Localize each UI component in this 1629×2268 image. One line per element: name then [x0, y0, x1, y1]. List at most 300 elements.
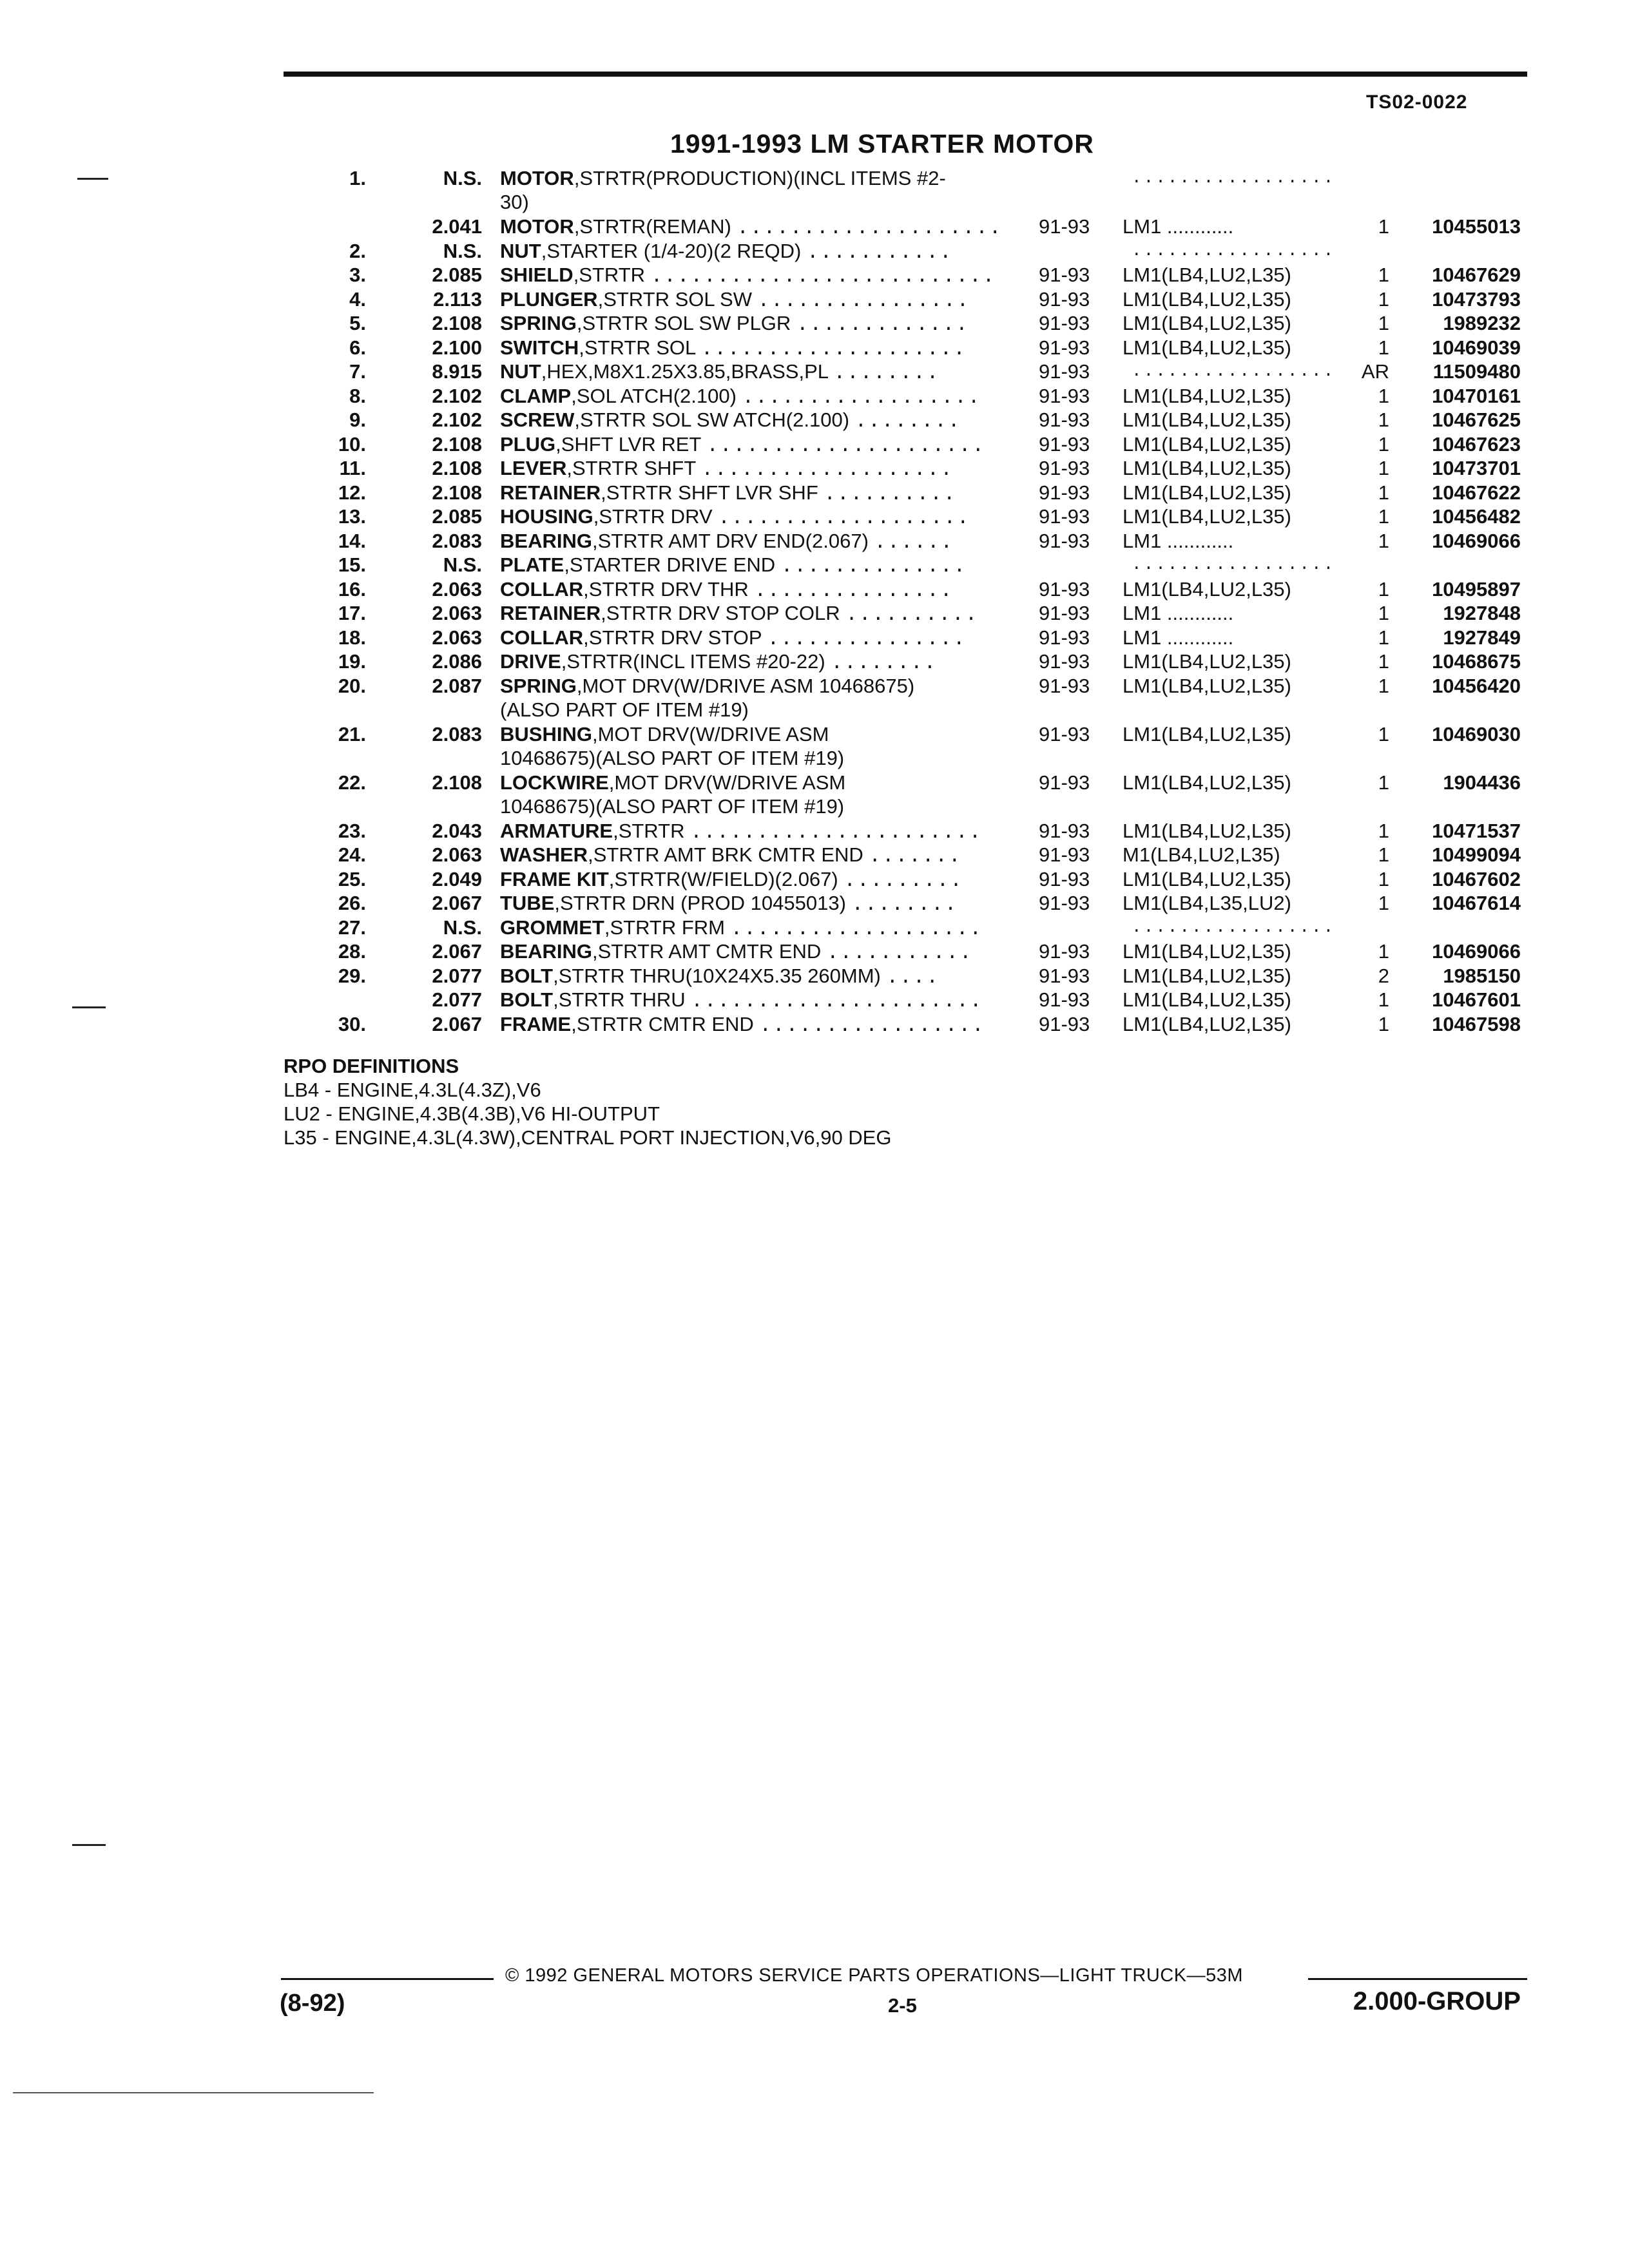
footer-date: (8-92) — [280, 1990, 345, 2017]
part-name: PLUG — [500, 432, 556, 456]
model-years: 91-93 — [1039, 529, 1090, 552]
model-years: 91-93 — [1039, 360, 1090, 383]
part-name: BEARING — [500, 940, 592, 963]
leader-dots: ....... — [869, 845, 962, 868]
model-usage: LM1 ............ — [1123, 626, 1234, 649]
part-description — [500, 891, 1028, 917]
group-number: 2.043 — [432, 819, 482, 842]
footer-page-number: 2-5 — [888, 1994, 917, 2017]
part-description — [500, 215, 1028, 240]
group-number: 8.915 — [432, 360, 482, 383]
part-number: 10467598 — [1432, 1012, 1521, 1035]
part-number: 10455013 — [1432, 215, 1521, 238]
quantity: 1 — [1378, 336, 1389, 359]
quantity: 1 — [1378, 408, 1389, 431]
quantity: 1 — [1378, 457, 1389, 479]
part-number: 10467614 — [1432, 892, 1521, 914]
group-number: N.S. — [443, 553, 482, 576]
part-description — [500, 988, 1028, 1014]
part-row — [0, 311, 1629, 336]
part-detail: ,STRTR THRU(10X24X5.35 260MM) — [553, 964, 881, 987]
item-number: 25. — [338, 867, 366, 890]
part-detail: ,STRTR DRV THR — [583, 577, 749, 601]
part-detail: ,SHFT LVR RET — [555, 432, 701, 456]
part-detail: ,MOT DRV(W/DRIVE ASM — [592, 722, 829, 745]
part-detail: ,STRTR DRV STOP — [583, 626, 762, 649]
group-number: 2.077 — [432, 988, 482, 1011]
scan-mark — [72, 1006, 106, 1008]
part-name: RETAINER — [500, 602, 601, 624]
model-years: 91-93 — [1039, 771, 1090, 794]
part-number: 10467622 — [1432, 481, 1521, 504]
part-detail: ,STRTR SHFT LVR SHF — [601, 481, 818, 504]
part-row — [0, 239, 1629, 264]
part-number: 1904436 — [1443, 771, 1521, 794]
quantity: AR — [1361, 360, 1389, 383]
part-description — [500, 843, 1028, 869]
part-row — [0, 843, 1629, 867]
model-years: 91-93 — [1039, 988, 1090, 1011]
item-number: 24. — [338, 843, 366, 866]
model-years: 91-93 — [1039, 287, 1090, 311]
model-usage: M1(LB4,LU2,L35) — [1123, 843, 1280, 866]
leader-dots: ................ — [757, 289, 970, 312]
quantity: 2 — [1378, 964, 1389, 987]
scan-mark — [72, 1844, 106, 1846]
part-name: WASHER — [500, 843, 588, 866]
part-name: NUT — [500, 239, 541, 262]
part-name: SHIELD — [500, 264, 574, 286]
leader-dots: ......... — [843, 869, 963, 892]
part-description — [500, 384, 1028, 410]
group-number: 2.063 — [432, 577, 482, 601]
quantity: 1 — [1378, 384, 1389, 407]
part-detail: ,STRTR(PRODUCTION)(INCL ITEMS #2- — [574, 167, 946, 189]
part-number: 1927848 — [1443, 602, 1521, 624]
part-detail: ,STRTR CMTR END — [571, 1012, 754, 1035]
part-detail: ,STRTR — [573, 264, 646, 286]
part-name: FRAME KIT — [500, 867, 609, 890]
part-name: TUBE — [500, 892, 555, 914]
model-dots: ................. — [1132, 555, 1336, 574]
leader-dots: .............. — [780, 555, 967, 578]
part-detail: ,STRTR(INCL ITEMS #20-22) — [561, 650, 825, 673]
part-number: 10467623 — [1432, 432, 1521, 456]
part-row — [0, 529, 1629, 553]
item-number: 12. — [338, 481, 366, 504]
model-usage: LM1(LB4,LU2,L35) — [1123, 650, 1291, 673]
model-usage: LM1(LB4,LU2,L35) — [1123, 1012, 1291, 1035]
part-row — [0, 481, 1629, 505]
quantity: 1 — [1378, 988, 1389, 1011]
item-number: 19. — [338, 650, 366, 673]
rpo-definitions — [284, 1054, 891, 1149]
quantity: 1 — [1378, 602, 1389, 624]
part-row — [0, 505, 1629, 529]
group-number: 2.102 — [432, 408, 482, 431]
part-description — [500, 626, 1028, 651]
group-number: 2.063 — [432, 602, 482, 624]
leader-dots: .................. — [742, 386, 981, 409]
part-name: SWITCH — [500, 336, 579, 359]
part-detail: ,STRTR AMT BRK CMTR END — [588, 843, 863, 866]
part-number: 10499094 — [1432, 843, 1521, 866]
part-description — [500, 456, 1028, 482]
leader-dots: ................... — [718, 507, 970, 530]
footer-copyright: © 1992 GENERAL MOTORS SERVICE PARTS OPERATIONS—LIGHT TRUCK—53M — [505, 1965, 1243, 1986]
model-years: 91-93 — [1039, 312, 1090, 334]
model-usage: LM1(LB4,LU2,L35) — [1123, 287, 1291, 311]
model-years: 91-93 — [1039, 1012, 1090, 1035]
model-usage: LM1(LB4,LU2,L35) — [1123, 819, 1291, 842]
item-number: 9. — [349, 408, 366, 431]
model-usage: LM1(LB4,LU2,L35) — [1123, 722, 1291, 745]
part-detail-continued: (ALSO PART OF ITEM #19) — [500, 698, 749, 721]
item-number: 2. — [349, 239, 366, 262]
leader-dots: ........... — [826, 942, 973, 965]
leader-dots: ................. — [759, 1014, 985, 1037]
group-number: N.S. — [443, 167, 482, 189]
model-usage: LM1(LB4,LU2,L35) — [1123, 408, 1291, 431]
part-row — [0, 263, 1629, 287]
part-name: BEARING — [500, 529, 592, 552]
model-usage: LM1(LB4,LU2,L35) — [1123, 867, 1291, 890]
model-years: 91-93 — [1039, 964, 1090, 987]
item-number: 22. — [338, 771, 366, 794]
quantity: 1 — [1378, 626, 1389, 649]
part-name: MOTOR — [500, 167, 574, 189]
rpo-line-l35: L35 - ENGINE,4.3L(4.3W),CENTRAL PORT INJECTION,V6,90 DEG — [284, 1126, 892, 1149]
part-description — [500, 239, 1028, 265]
quantity: 1 — [1378, 505, 1389, 528]
group-number: 2.063 — [432, 626, 482, 649]
part-name: BOLT — [500, 988, 554, 1011]
part-description — [500, 408, 1028, 434]
footer-rule-right — [1308, 1978, 1527, 1980]
model-years: 91-93 — [1039, 626, 1090, 649]
model-usage: LM1(LB4,LU2,L35) — [1123, 312, 1291, 334]
part-detail: ,STRTR — [613, 819, 685, 842]
part-detail: ,STRTR SOL SW ATCH(2.100) — [574, 408, 850, 431]
item-number: 26. — [338, 892, 366, 914]
model-years: 91-93 — [1039, 264, 1090, 286]
part-detail: ,HEX,M8X1.25X3.85,BRASS,PL — [541, 360, 828, 383]
model-years: 91-93 — [1039, 602, 1090, 624]
part-number: 10471537 — [1432, 819, 1521, 842]
part-description — [500, 336, 1028, 361]
model-years: 91-93 — [1039, 481, 1090, 504]
part-detail: ,MOT DRV(W/DRIVE ASM — [608, 771, 846, 794]
part-detail: ,MOT DRV(W/DRIVE ASM 10468675) — [576, 674, 915, 697]
part-name: BOLT — [500, 964, 554, 987]
leader-dots: ............... — [754, 579, 954, 602]
model-years: 91-93 — [1039, 336, 1090, 359]
leader-dots: ............... — [767, 628, 967, 651]
item-number: 23. — [338, 819, 366, 842]
part-row — [0, 166, 1629, 215]
part-name: COLLAR — [500, 626, 584, 649]
model-dots: ................. — [1132, 240, 1336, 260]
part-name: NUT — [500, 360, 541, 383]
document-code: TS02-0022 — [1366, 91, 1468, 113]
part-row — [0, 456, 1629, 481]
model-years: 91-93 — [1039, 577, 1090, 601]
part-detail: ,STRTR SHFT — [566, 457, 696, 479]
model-usage: LM1(LB4,LU2,L35) — [1123, 771, 1291, 794]
quantity: 1 — [1378, 843, 1389, 866]
part-number: 10467625 — [1432, 408, 1521, 431]
part-number: 10495897 — [1432, 577, 1521, 601]
part-name: SPRING — [500, 312, 577, 334]
part-detail: ,STRTR SOL SW — [597, 287, 752, 311]
group-number: 2.077 — [432, 964, 482, 987]
leader-dots: ........ — [831, 652, 938, 675]
group-number: 2.041 — [432, 215, 482, 238]
item-number: 13. — [338, 505, 366, 528]
page-title: 1991-1993 LM STARTER MOTOR — [670, 129, 1094, 159]
model-years: 91-93 — [1039, 432, 1090, 456]
part-row — [0, 601, 1629, 626]
group-number: 2.108 — [432, 432, 482, 456]
item-number: 10. — [338, 432, 366, 456]
part-row — [0, 1012, 1629, 1037]
item-number: 4. — [349, 287, 366, 311]
group-number: 2.108 — [432, 457, 482, 479]
part-name: FRAME — [500, 1012, 572, 1035]
item-number: 11. — [339, 457, 366, 479]
leader-dots: ..................... — [706, 434, 986, 457]
part-description — [500, 166, 1028, 214]
part-number: 10467602 — [1432, 867, 1521, 890]
part-name: HOUSING — [500, 505, 593, 528]
part-number: 10473701 — [1432, 457, 1521, 479]
item-number: 14. — [338, 529, 366, 552]
part-row — [0, 384, 1629, 408]
group-number: 2.085 — [432, 264, 482, 286]
quantity: 1 — [1378, 940, 1389, 963]
model-years: 91-93 — [1039, 940, 1090, 963]
leader-dots: ................... — [730, 918, 983, 941]
quantity: 1 — [1378, 1012, 1389, 1035]
part-row — [0, 722, 1629, 771]
quantity: 1 — [1378, 287, 1389, 311]
model-usage: LM1(LB4,LU2,L35) — [1123, 264, 1291, 286]
part-row — [0, 891, 1629, 916]
part-name: ARMATURE — [500, 819, 613, 842]
part-description — [500, 287, 1028, 313]
leader-dots: ........... — [807, 241, 953, 264]
part-row — [0, 916, 1629, 940]
part-name: GROMMET — [500, 916, 604, 939]
footer-rule-left — [281, 1978, 494, 1980]
group-number: 2.049 — [432, 867, 482, 890]
model-years: 91-93 — [1039, 819, 1090, 842]
part-description — [500, 939, 1028, 965]
part-detail-continued: 10468675)(ALSO PART OF ITEM #19) — [500, 794, 845, 818]
part-description — [500, 819, 1028, 845]
footer-group: 2.000-GROUP — [1353, 1987, 1521, 2015]
top-rule — [284, 72, 1527, 77]
part-number: 1989232 — [1443, 312, 1521, 334]
part-name: CLAMP — [500, 384, 572, 407]
part-description — [500, 553, 1028, 579]
part-detail: ,STRTR DRV — [593, 505, 713, 528]
part-detail: ,STRTR AMT CMTR END — [592, 940, 822, 963]
part-row — [0, 988, 1629, 1012]
leader-dots: ........ — [851, 894, 958, 916]
model-years: 91-93 — [1039, 505, 1090, 528]
part-description — [500, 601, 1028, 627]
quantity: 1 — [1378, 892, 1389, 914]
part-description — [500, 649, 1028, 675]
quantity: 1 — [1378, 432, 1389, 456]
item-number: 5. — [349, 312, 366, 334]
group-number: 2.102 — [432, 384, 482, 407]
part-name: RETAINER — [500, 481, 601, 504]
parts-list — [0, 166, 1629, 1036]
item-number: 3. — [349, 264, 366, 286]
item-number: 6. — [349, 336, 366, 359]
part-row — [0, 215, 1629, 239]
item-number: 7. — [349, 360, 366, 383]
part-description — [500, 674, 1028, 722]
part-detail: ,STARTER (1/4-20)(2 REQD) — [541, 239, 802, 262]
part-description — [500, 771, 1028, 818]
part-name: LOCKWIRE — [500, 771, 609, 794]
group-number: 2.083 — [432, 722, 482, 745]
part-detail: ,STRTR THRU — [553, 988, 686, 1011]
part-detail: ,STRTR SOL — [579, 336, 696, 359]
leader-dots: ............. — [796, 314, 969, 336]
leader-dots: ................... — [701, 459, 954, 481]
leader-dots: .......... — [824, 483, 957, 506]
model-usage: LM1(LB4,LU2,L35) — [1123, 505, 1291, 528]
group-number: 2.067 — [432, 892, 482, 914]
part-number: 10470161 — [1432, 384, 1521, 407]
leader-dots: .... — [886, 966, 940, 989]
model-dots: ................. — [1132, 917, 1336, 937]
group-number: 2.063 — [432, 843, 482, 866]
model-usage: LM1(LB4,LU2,L35) — [1123, 457, 1291, 479]
part-detail-continued: 10468675)(ALSO PART OF ITEM #19) — [500, 746, 845, 769]
rpo-line-lu2: LU2 - ENGINE,4.3B(4.3B),V6 HI-OUTPUT — [284, 1102, 660, 1125]
part-detail: ,STRTR DRN (PROD 10455013) — [554, 892, 846, 914]
quantity: 1 — [1378, 577, 1389, 601]
model-usage: LM1(LB4,LU2,L35) — [1123, 674, 1291, 697]
part-row — [0, 577, 1629, 602]
part-description — [500, 916, 1028, 941]
quantity: 1 — [1378, 722, 1389, 745]
part-row — [0, 553, 1629, 577]
group-number: 2.067 — [432, 940, 482, 963]
part-name: MOTOR — [500, 215, 574, 238]
part-row — [0, 408, 1629, 432]
quantity: 1 — [1378, 264, 1389, 286]
part-name: DRIVE — [500, 650, 561, 673]
part-name: COLLAR — [500, 577, 584, 601]
group-number: 2.083 — [432, 529, 482, 552]
part-detail: ,SOL ATCH(2.100) — [571, 384, 737, 407]
group-number: 2.100 — [432, 336, 482, 359]
part-description — [500, 577, 1028, 603]
part-row — [0, 674, 1629, 722]
part-number: 1985150 — [1443, 964, 1521, 987]
model-years: 91-93 — [1039, 650, 1090, 673]
part-row — [0, 626, 1629, 650]
scan-line — [13, 2092, 374, 2093]
group-number: 2.108 — [432, 481, 482, 504]
item-number: 28. — [338, 940, 366, 963]
part-name: SPRING — [500, 674, 577, 697]
part-detail: ,STRTR(W/FIELD)(2.067) — [608, 867, 838, 890]
model-years: 91-93 — [1039, 892, 1090, 914]
part-name: LEVER — [500, 457, 567, 479]
model-usage: LM1 ............ — [1123, 602, 1234, 624]
part-row — [0, 360, 1629, 384]
leader-dots: ...................... — [691, 990, 983, 1013]
model-usage: LM1(LB4,LU2,L35) — [1123, 481, 1291, 504]
scan-mark — [77, 178, 108, 180]
model-years: 91-93 — [1039, 867, 1090, 890]
model-years: 91-93 — [1039, 722, 1090, 745]
item-number: 29. — [338, 964, 366, 987]
rpo-line-lb4: LB4 - ENGINE,4.3L(4.3Z),V6 — [284, 1079, 541, 1101]
model-years: 91-93 — [1039, 384, 1090, 407]
quantity: 1 — [1378, 215, 1389, 238]
part-description — [500, 722, 1028, 770]
group-number: 2.108 — [432, 771, 482, 794]
part-name: SCREW — [500, 408, 575, 431]
part-row — [0, 819, 1629, 843]
part-number: 10467629 — [1432, 264, 1521, 286]
group-number: 2.113 — [433, 287, 482, 311]
model-dots: ................. — [1132, 168, 1336, 187]
group-number: 2.067 — [432, 1012, 482, 1035]
part-number: 10469066 — [1432, 529, 1521, 552]
model-dots: ................. — [1132, 361, 1336, 381]
leader-dots: .......... — [845, 604, 979, 626]
item-number: 17. — [338, 602, 366, 624]
part-name: PLATE — [500, 553, 564, 576]
leader-dots: .......................... — [650, 265, 996, 288]
leader-dots: ...... — [874, 531, 954, 554]
item-number: 16. — [338, 577, 366, 601]
part-number: 1927849 — [1443, 626, 1521, 649]
item-number: 15. — [338, 553, 366, 576]
quantity: 1 — [1378, 312, 1389, 334]
quantity: 1 — [1378, 481, 1389, 504]
part-row — [0, 964, 1629, 988]
part-detail: ,STRTR FRM — [604, 916, 726, 939]
part-number: 10473793 — [1432, 287, 1521, 311]
leader-dots: ........ — [854, 410, 961, 433]
part-description — [500, 263, 1028, 289]
item-number: 18. — [338, 626, 366, 649]
part-number: 10456420 — [1432, 674, 1521, 697]
part-detail: ,STRTR(REMAN) — [574, 215, 731, 238]
item-number: 8. — [349, 384, 366, 407]
part-number: 10469039 — [1432, 336, 1521, 359]
model-years: 91-93 — [1039, 457, 1090, 479]
item-number: 20. — [338, 674, 366, 697]
model-usage: LM1(LB4,LU2,L35) — [1123, 384, 1291, 407]
leader-dots: .................... — [737, 217, 1003, 240]
leader-dots: .................... — [700, 338, 967, 361]
part-name: BUSHING — [500, 722, 592, 745]
part-number: 10456482 — [1432, 505, 1521, 528]
part-number: 10469066 — [1432, 940, 1521, 963]
leader-dots: ........ — [833, 362, 940, 385]
